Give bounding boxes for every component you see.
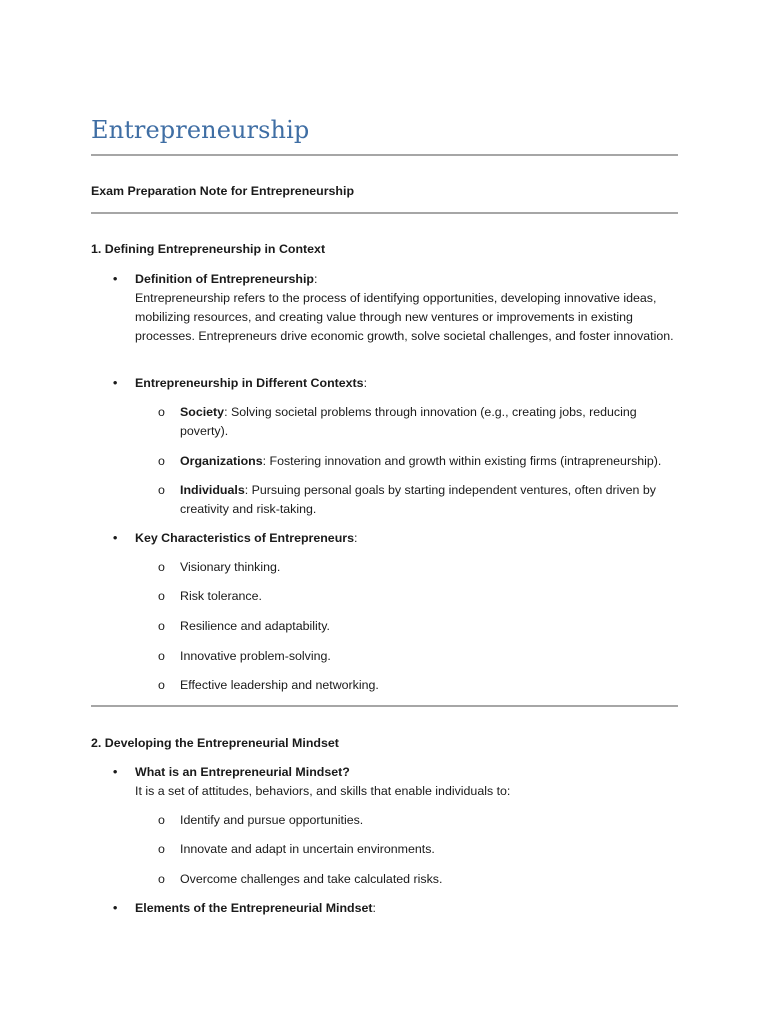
elements-label: Elements of the Entrepreneurial Mindset bbox=[135, 901, 373, 915]
colon: : bbox=[372, 901, 376, 915]
section-2-heading: 2. Developing the Entrepreneurial Mindset bbox=[91, 736, 339, 750]
colon: : bbox=[313, 272, 318, 286]
bullet-marker: • bbox=[113, 376, 118, 390]
mindset-item-text: Innovate and adapt in uncertain environments. bbox=[180, 842, 435, 856]
characteristic-text: Visionary thinking. bbox=[180, 560, 281, 574]
page-title: Entrepreneurship bbox=[91, 116, 310, 144]
section-divider bbox=[91, 212, 678, 214]
bullet-marker: • bbox=[113, 765, 118, 779]
colon: : bbox=[353, 531, 358, 545]
sub-bullet-marker: o bbox=[158, 842, 165, 856]
bullet-marker: • bbox=[113, 531, 118, 545]
document-subtitle: Exam Preparation Note for Entrepreneurship bbox=[91, 184, 355, 198]
section-1-heading: 1. Defining Entrepreneurship in Context bbox=[91, 242, 326, 256]
definition-label: Definition of Entrepreneurship bbox=[135, 272, 314, 286]
society-text: : Solving societal problems through innovation (e.g., creating jobs, reducing poverty). bbox=[180, 405, 637, 438]
characteristic-text: Resilience and adaptability. bbox=[180, 619, 330, 633]
individuals-label: Individuals bbox=[180, 483, 245, 497]
definition-text: Entrepreneurship refers to the process of identifying opportunities, developing innovative ideas, mobilizing resources, and creating value through new ventures or improvements in existing processes. Entrepreneurs drive economic growth, solve societal challenges, and foster innovation. bbox=[135, 291, 674, 343]
sub-bullet-marker: o bbox=[158, 619, 165, 633]
mindset-text: It is a set of attitudes, behaviors, and skills that enable individuals to: bbox=[135, 784, 511, 798]
organizations-label: Organizations bbox=[180, 454, 263, 468]
organizations-text: : Fostering innovation and growth within existing firms (intrapreneurship). bbox=[262, 454, 662, 468]
sub-bullet-marker: o bbox=[158, 649, 165, 663]
society-label: Society bbox=[180, 405, 225, 419]
characteristic-text: Risk tolerance. bbox=[180, 589, 262, 603]
characteristics-label: Key Characteristics of Entrepreneurs bbox=[135, 531, 354, 545]
sub-bullet-marker: o bbox=[158, 560, 165, 574]
contexts-label: Entrepreneurship in Different Contexts bbox=[135, 376, 364, 390]
section-divider bbox=[91, 705, 678, 707]
sub-bullet-marker: o bbox=[158, 813, 165, 827]
mindset-question-label: What is an Entrepreneurial Mindset? bbox=[135, 765, 350, 779]
sub-bullet-marker: o bbox=[158, 589, 165, 603]
bullet-marker: • bbox=[113, 901, 118, 915]
sub-bullet-marker: o bbox=[158, 405, 165, 419]
mindset-item-text: Identify and pursue opportunities. bbox=[180, 813, 364, 827]
title-divider bbox=[91, 154, 678, 156]
mindset-item-text: Overcome challenges and take calculated risks. bbox=[180, 872, 443, 886]
sub-bullet-marker: o bbox=[158, 454, 165, 468]
sub-bullet-marker: o bbox=[158, 678, 165, 692]
characteristic-text: Innovative problem-solving. bbox=[180, 649, 331, 663]
bullet-marker: • bbox=[113, 272, 118, 286]
characteristic-text: Effective leadership and networking. bbox=[180, 678, 379, 692]
colon: : bbox=[363, 376, 368, 390]
individuals-text: : Pursuing personal goals by starting independent ventures, often driven by creativity and risk-taking. bbox=[180, 483, 656, 516]
sub-bullet-marker: o bbox=[158, 872, 165, 886]
sub-bullet-marker: o bbox=[158, 483, 165, 497]
